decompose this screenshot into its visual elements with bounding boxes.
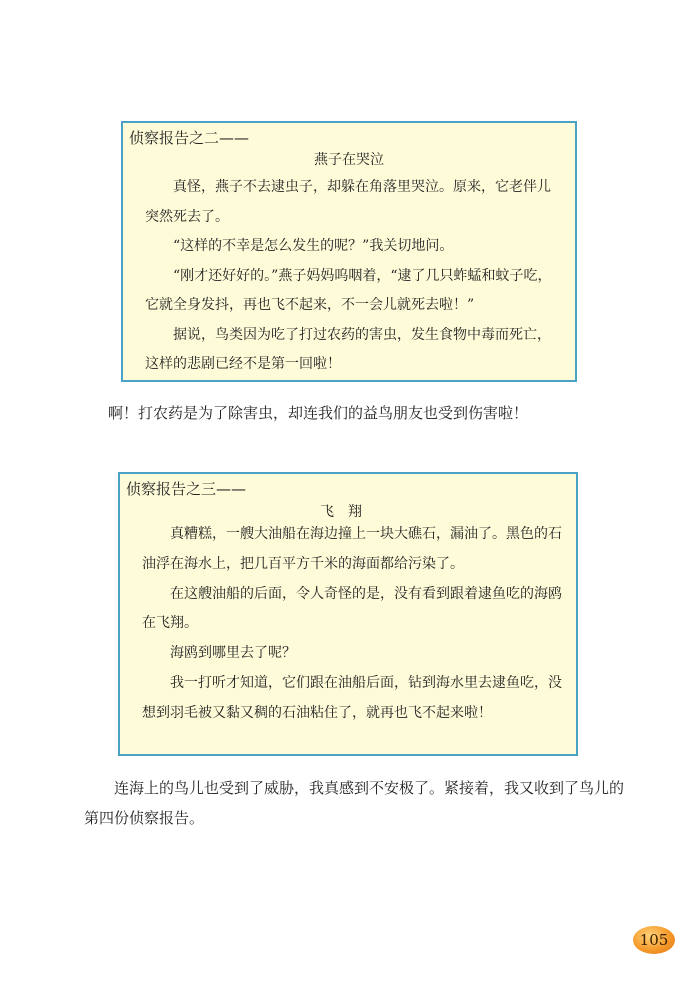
paragraph: 海鸥到哪里去了呢？ xyxy=(170,645,296,662)
report-box-3 xyxy=(118,472,578,756)
report-body xyxy=(145,173,561,380)
page-number-badge: 105 xyxy=(633,926,675,954)
narration-text: 连海上的鸟儿也受到了威胁，我真感到不安极了。紧接着，我又收到了鸟儿的第四份侦察报告。 xyxy=(84,779,625,827)
report-title: 飞翔 xyxy=(320,504,376,520)
narration-text: 啊！打农药是为了除害虫，却连我们的益鸟朋友也受到伤害啦！ xyxy=(108,404,529,422)
paragraph: 据说，鸟类因为吃了打过农药的害虫，发生食物中毒而死亡，这样的悲剧已经不是第一回啦！ xyxy=(145,326,551,372)
report-title: 燕子在哭泣 xyxy=(314,152,384,168)
paragraph: 在这艘油船的后面，令人奇怪的是，没有看到跟着逮鱼吃的海鸥在飞翔。 xyxy=(142,585,562,632)
paragraph: “刚才还好好的。”燕子妈妈呜咽着，“逮了几只蚱蜢和蚊子吃，它就全身发抖，再也飞不起来，不一会儿就死去啦！” xyxy=(145,267,552,313)
report-label: 侦察报告之二—— xyxy=(129,129,250,147)
paragraph: “这样的不幸是怎么发生的呢？”我关切地问。 xyxy=(173,238,454,254)
paragraph: 我一打听才知道，它们跟在油船后面，钻到海水里去逮鱼吃，没想到羽毛被又黏又稠的石油粘住了，就再也飞不起来啦！ xyxy=(142,674,562,721)
paragraph: 真怪，燕子不去逮虫子，却躲在角落里哭泣。原来，它老伴儿突然死去了。 xyxy=(145,179,551,225)
report-box-2 xyxy=(121,121,577,382)
report-label: 侦察报告之三—— xyxy=(126,480,247,498)
paragraph: 真糟糕，一艘大油船在海边撞上一块大礁石，漏油了。黑色的石油浮在海水上，把几百平方千米的海面都给污染了。 xyxy=(142,526,562,572)
report-body xyxy=(142,520,562,729)
